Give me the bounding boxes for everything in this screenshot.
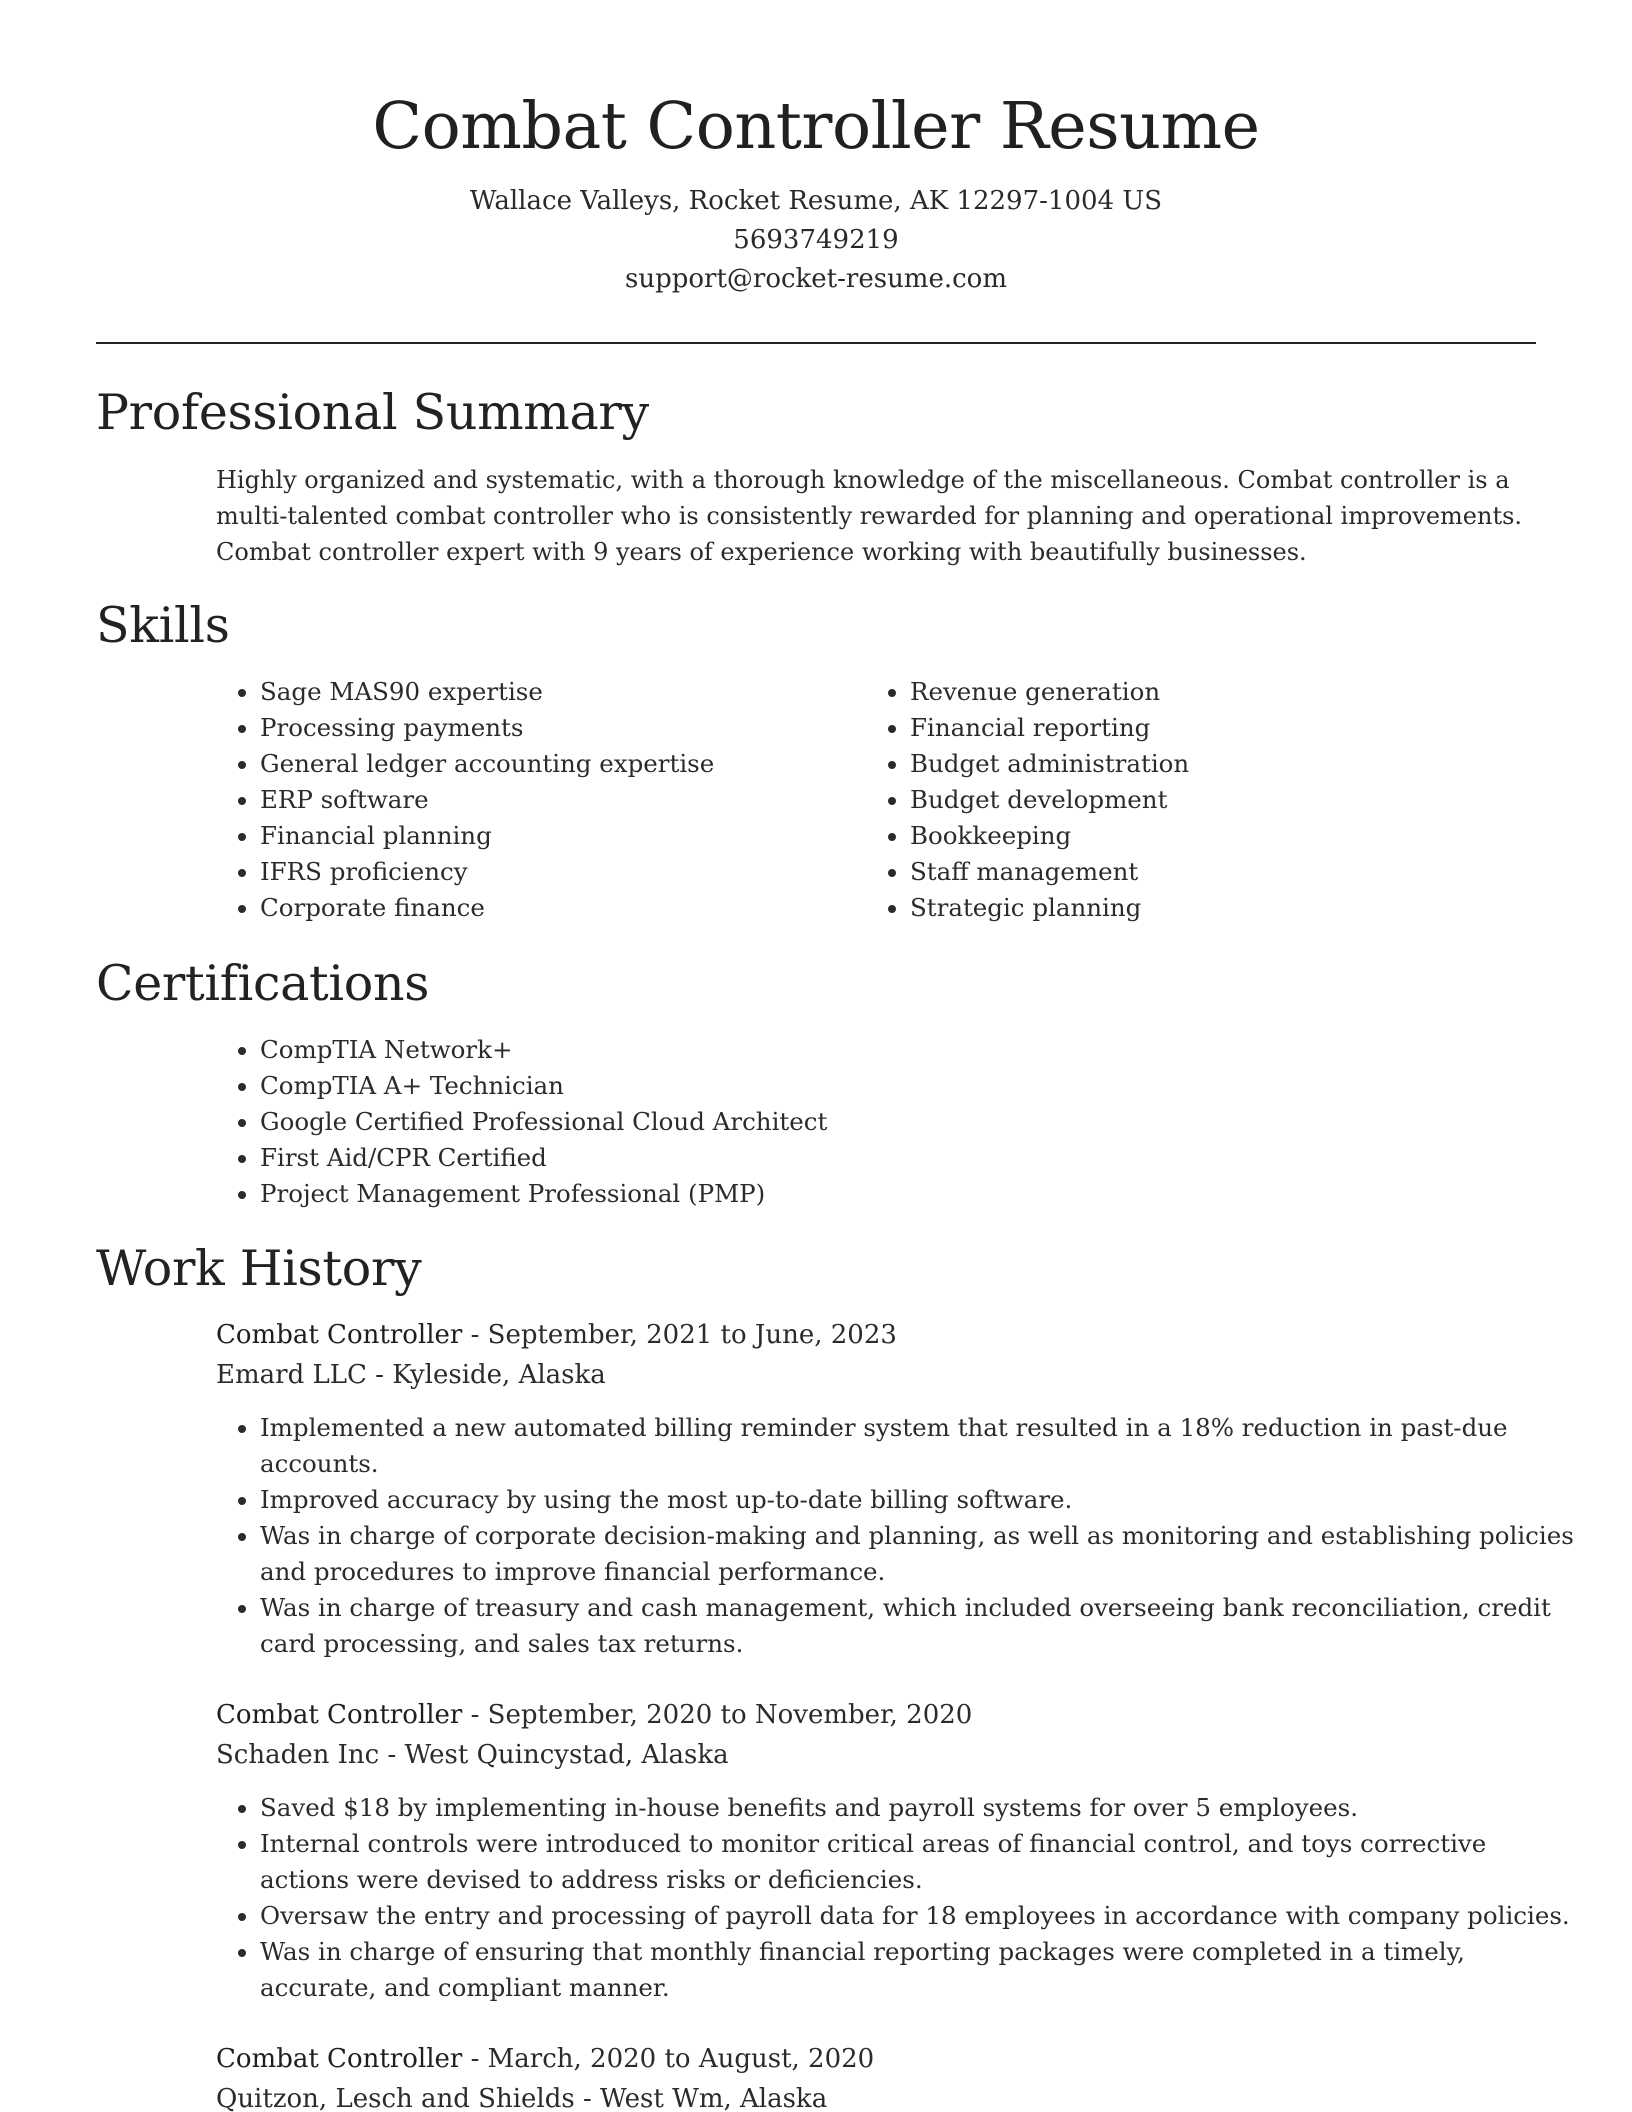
job-bullets bbox=[216, 1410, 1580, 1662]
job-title-line bbox=[216, 1316, 897, 1355]
certification-item: • CompTIA A+ Technician bbox=[260, 1068, 1460, 1104]
skill-item: • Staff management bbox=[910, 854, 1510, 890]
resume-title: Combat Controller Resume bbox=[372, 89, 1260, 164]
skill-item: • Financial planning bbox=[260, 818, 860, 854]
job-title: Combat Controller bbox=[216, 1700, 463, 1730]
skill-item: • Processing payments bbox=[260, 710, 860, 746]
skill-item: • Corporate finance bbox=[260, 890, 860, 926]
skill-item: • Revenue generation bbox=[910, 674, 1510, 710]
resume-header bbox=[0, 0, 1632, 299]
job-bullet: • Internal controls were introduced to monitor critical areas of financial control, and toys corrective actions were devised to address risks or deficiencies. bbox=[260, 1826, 1580, 1898]
certification-item: • Project Management Professional (PMP) bbox=[260, 1176, 1460, 1212]
skills-list-left bbox=[216, 674, 860, 926]
skill-item: • Financial reporting bbox=[910, 710, 1510, 746]
work-history-heading: Work History bbox=[96, 1240, 422, 1297]
job-bullet: • Saved $18 by implementing in-house benefits and payroll systems for over 5 employees. bbox=[260, 1790, 1580, 1826]
job-title-line bbox=[216, 2040, 874, 2079]
job-bullet: • Improved accuracy by using the most up-to-date billing software. bbox=[260, 1482, 1580, 1518]
skill-item: • Bookkeeping bbox=[910, 818, 1510, 854]
skill-item: • Budget development bbox=[910, 782, 1510, 818]
summary-heading: Professional Summary bbox=[96, 384, 649, 441]
header-divider bbox=[96, 342, 1536, 344]
job-company: Quitzon, Lesch and Shields - West Wm, Alaska bbox=[216, 2084, 828, 2112]
skill-item: • General ledger accounting expertise bbox=[260, 746, 860, 782]
skill-item: • IFRS proficiency bbox=[260, 854, 860, 890]
job-bullet: • Was in charge of corporate decision-making and planning, as well as monitoring and establishing policies and procedures to improve financial performance. bbox=[260, 1518, 1580, 1590]
certification-item: • Google Certified Professional Cloud Architect bbox=[260, 1104, 1460, 1140]
job-company: Emard LLC - Kyleside, Alaska bbox=[216, 1360, 606, 1390]
certification-item: • First Aid/CPR Certified bbox=[260, 1140, 1460, 1176]
job-company: Schaden Inc - West Quincystad, Alaska bbox=[216, 1740, 729, 1770]
job-title: Combat Controller bbox=[216, 2044, 463, 2074]
job-bullet: • Oversaw the entry and processing of payroll data for 18 employees in accordance with company policies. bbox=[260, 1898, 1580, 1934]
job-dates: - March, 2020 to August, 2020 bbox=[462, 2044, 875, 2074]
contact-email: support@rocket-resume.com bbox=[624, 264, 1007, 294]
job-bullet: • Was in charge of treasury and cash management, which included overseeing bank reconciliation, credit card processing, and sales tax returns. bbox=[260, 1590, 1580, 1662]
job-bullet: • Was in charge of ensuring that monthly financial reporting packages were completed in a timely, accurate, and compliant manner. bbox=[260, 1934, 1580, 2006]
job-title-line bbox=[216, 1696, 972, 1735]
job-bullets bbox=[216, 1790, 1580, 2006]
skill-item: • ERP software bbox=[260, 782, 860, 818]
skill-item: • Sage MAS90 expertise bbox=[260, 674, 860, 710]
skills-list-right bbox=[866, 674, 1510, 926]
certification-item: • CompTIA Network+ bbox=[260, 1032, 1460, 1068]
summary-text: Highly organized and systematic, with a thorough knowledge of the miscellaneous. Combat controller is a multi-talented combat controller who is consistently rewarded for planning and operational improvements. Combat controller expert with 9 years of experience working with beautifully businesses. bbox=[216, 466, 1523, 566]
certifications-heading: Certifications bbox=[96, 955, 430, 1012]
contact-phone: 5693749219 bbox=[733, 225, 899, 255]
skill-item: • Budget administration bbox=[910, 746, 1510, 782]
contact-address: Wallace Valleys, Rocket Resume, AK 12297-1004 US bbox=[469, 186, 1163, 216]
job-bullet: • Implemented a new automated billing reminder system that resulted in a 18% reduction in past-due accounts. bbox=[260, 1410, 1580, 1482]
job-dates: - September, 2020 to November, 2020 bbox=[462, 1700, 973, 1730]
skill-item: • Strategic planning bbox=[910, 890, 1510, 926]
skills-heading: Skills bbox=[96, 597, 230, 654]
job-dates: - September, 2021 to June, 2023 bbox=[462, 1320, 897, 1350]
certifications-list bbox=[216, 1032, 1460, 1212]
job-title: Combat Controller bbox=[216, 1320, 463, 1350]
contact-block bbox=[0, 182, 1632, 299]
